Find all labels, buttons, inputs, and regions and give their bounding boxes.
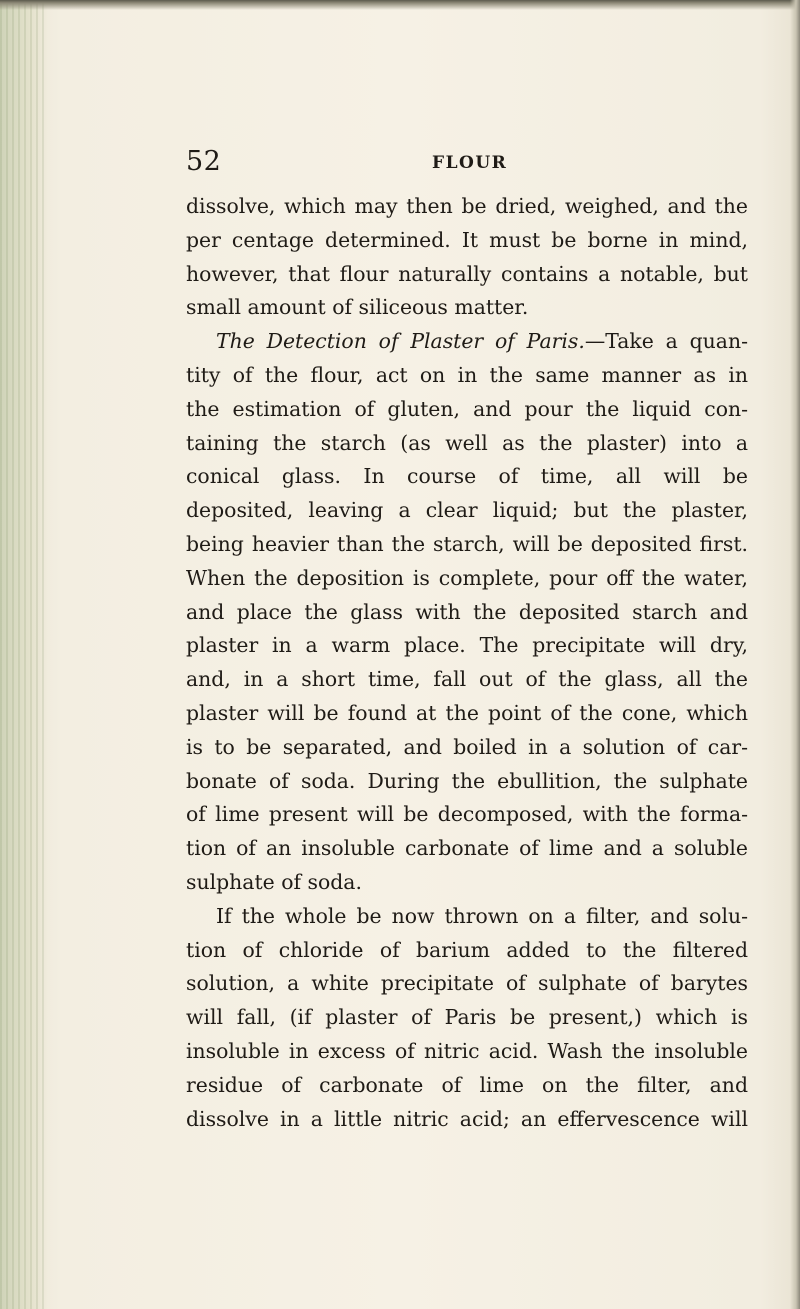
binding-gutter — [0, 0, 48, 1309]
text-line: of lime present will be decomposed, with the forma- — [186, 802, 748, 827]
page-number: 52 — [186, 146, 222, 177]
text-line: insoluble in excess of nitric acid. Wash the insoluble — [186, 1038, 748, 1063]
text-line: When the deposition is complete, pour off the water, — [186, 565, 748, 590]
text-line: deposited, leaving a clear liquid; but the plaster, — [186, 498, 748, 523]
text-line: residue of carbonate of lime on the filter, and — [186, 1072, 748, 1097]
text-line: plaster will be found at the point of the cone, which — [186, 700, 748, 725]
text-line: is to be separated, and boiled in a solution of car- — [186, 734, 748, 759]
text-line: sulphate of soda. — [186, 869, 362, 894]
page-header — [0, 146, 800, 186]
text-line: dissolve in a little nitric acid; an effervescence will — [186, 1106, 748, 1131]
running-head: FLOUR — [432, 153, 508, 173]
text-line: plaster in a warm place. The precipitate will dry, — [186, 633, 748, 658]
page-right-edge — [790, 0, 800, 1309]
text-line: small amount of siliceous matter. — [186, 295, 529, 320]
text-line: If the whole be now thrown on a filter, and solu- — [216, 903, 748, 928]
text-line: per centage determined. It must be borne in mind, — [186, 227, 748, 252]
page-top-edge — [0, 0, 800, 10]
text-line: bonate of soda. During the ebullition, the sulphate — [186, 768, 748, 793]
text-line: tion of chloride of barium added to the filtered — [186, 937, 748, 962]
text-line: being heavier than the starch, will be deposited first. — [186, 531, 748, 556]
text-line — [186, 325, 748, 359]
text-line: tity of the flour, act on in the same manner as in — [186, 362, 748, 387]
text-line: taining the starch (as well as the plaster) into a — [186, 430, 748, 455]
text-line: dissolve, which may then be dried, weighed, and the — [186, 194, 748, 218]
text-line: solution, a white precipitate of sulphate of barytes — [186, 971, 748, 996]
text-line: will fall, (if plaster of Paris be present,) which is — [186, 1005, 748, 1030]
text-line: the estimation of gluten, and pour the liquid con- — [186, 396, 748, 421]
text-line: conical glass. In course of time, all will be — [186, 464, 748, 489]
text-fragment: —Take a quan- — [584, 329, 748, 354]
text-line: however, that flour naturally contains a notable, but — [186, 261, 748, 286]
section-heading: The Detection of Plaster of Paris. — [216, 329, 585, 354]
text-line: and, in a short time, fall out of the glass, all the — [186, 667, 748, 692]
text-line: and place the glass with the deposited starch and — [186, 599, 748, 624]
text-line: tion of an insoluble carbonate of lime and a soluble — [186, 836, 748, 861]
body-text — [186, 190, 748, 1136]
